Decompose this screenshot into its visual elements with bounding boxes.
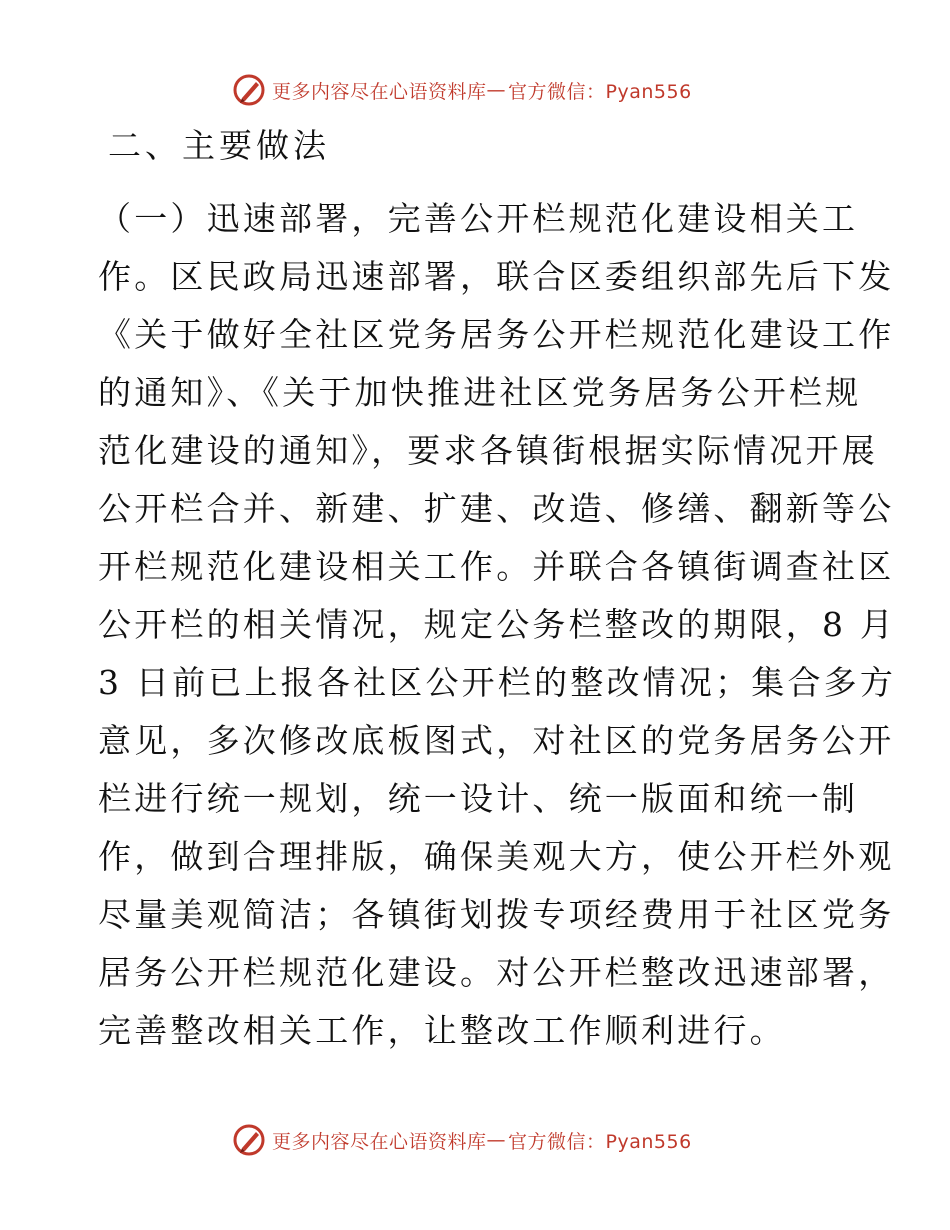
watermark-wechat: 官方微信：Pyan556 (508, 80, 692, 103)
paragraph-line: 栏进行统一规划，统一设计、统一版面和统一制 (98, 779, 859, 818)
paragraph-line: 完善整改相关工作，让整改工作顺利进行。 (98, 1011, 786, 1050)
paragraph-line: 作。区民政局迅速部署，联合区委组织部先后下发 (98, 257, 895, 296)
paragraph-line: （一）迅速部署，完善公开栏规范化建设相关工 (98, 199, 859, 238)
paragraph-line: 公开栏的相关情况，规定公务栏整改的期限，8 月 (98, 605, 897, 644)
paragraph-line: 作，做到合理排版，确保美观大方，使公开栏外观 (98, 837, 895, 876)
watermark-dash: — (486, 1129, 507, 1151)
section-heading: 二、主要做法 (108, 126, 330, 165)
paragraph-line: 公开栏合并、新建、扩建、改造、修缮、翻新等公 (98, 489, 895, 528)
paragraph-line: 《关于做好全社区党务居务公开栏规范化建设工作 (98, 315, 895, 354)
paragraph-line: 居务公开栏规范化建设。对公开栏整改迅速部署， (98, 953, 895, 992)
pen-logo-icon (232, 73, 266, 107)
body-paragraph (98, 190, 897, 1060)
watermark-dash: — (486, 79, 507, 101)
paragraph-line: 意见，多次修改底板图式，对社区的党务居务公开 (98, 721, 895, 760)
pen-logo-icon (232, 1123, 266, 1157)
header-watermark (232, 72, 692, 108)
watermark-wechat: 官方微信：Pyan556 (508, 1130, 692, 1153)
paragraph-line: 范化建设的通知》，要求各镇街根据实际情况开展 (98, 431, 878, 470)
paragraph-line: 尽量美观简洁；各镇街划拨专项经费用于社区党务 (98, 895, 895, 934)
watermark-brand: 更多内容尽在心语资料库 (272, 1130, 487, 1153)
paragraph-line: 开栏规范化建设相关工作。并联合各镇街调查社区 (98, 547, 895, 586)
paragraph-line: 的通知》、《关于加快推进社区党务居务公开栏规 (98, 373, 862, 412)
watermark-brand: 更多内容尽在心语资料库 (272, 80, 487, 103)
footer-watermark (232, 1122, 692, 1158)
paragraph-line: 3 日前已上报各社区公开栏的整改情况；集合多方 (98, 663, 897, 702)
